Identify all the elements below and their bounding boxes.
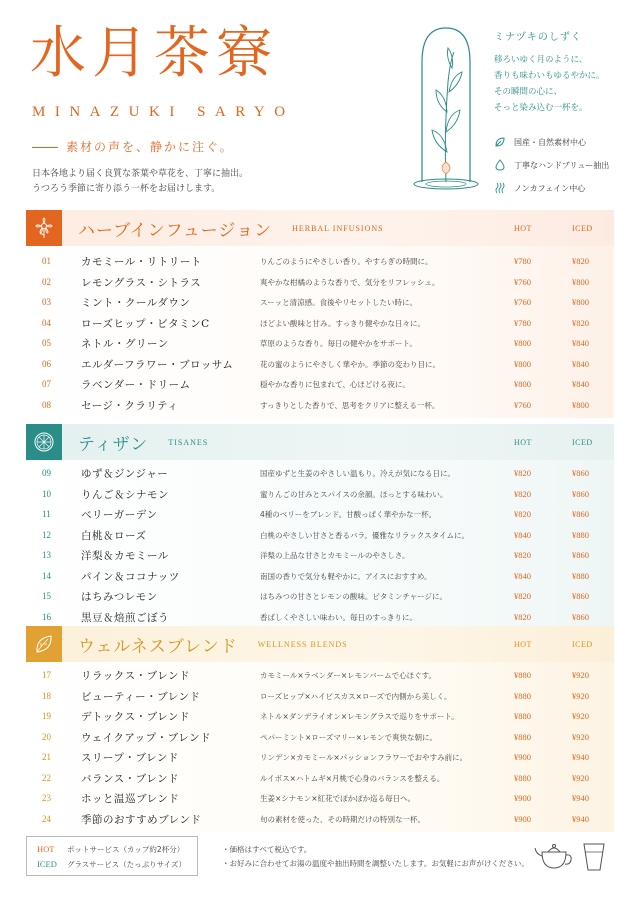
menu-item [26, 313, 614, 334]
feature-natural [494, 136, 586, 148]
item-name: スリープ・ブレンド [81, 752, 179, 764]
item-price-iced: ¥920 [572, 731, 589, 742]
item-number: 19 [42, 711, 51, 721]
menu-item [26, 374, 614, 395]
item-description: ローズヒップ×ハイビスカス×ローズで内側から美しく。 [260, 691, 452, 701]
item-description: すっきりとした香りで、思考をクリアに整える一杯。 [260, 400, 440, 410]
menu-item [26, 395, 614, 416]
item-price-iced: ¥940 [572, 793, 589, 803]
footer-icons [534, 838, 614, 874]
item-number: 01 [42, 256, 51, 266]
steam-icon [494, 182, 506, 194]
item-name: ネトル・グリーン [81, 338, 169, 350]
item-name: りんご＆シナモン [81, 488, 169, 501]
feature-handbrew [494, 159, 609, 171]
item-number: 02 [42, 276, 51, 287]
item-number: 18 [42, 690, 51, 701]
section-tisanes [26, 424, 614, 630]
intro-line: 日本各地より届く良質な茶葉や草花を、丁寧に抽出。 [32, 169, 249, 179]
section-icon-box [26, 626, 62, 662]
menu-item [26, 484, 614, 505]
item-price-hot: ¥820 [514, 509, 531, 519]
item-price-hot: ¥840 [514, 529, 531, 540]
item-number: 04 [42, 317, 51, 328]
item-price-hot: ¥820 [514, 488, 531, 499]
item-description: りんごのようにやさしい香り。やすらぎの時間に。 [260, 257, 433, 266]
item-name: 黒豆＆焙煎ごぼう [81, 611, 169, 624]
column-header-hot: HOT [514, 437, 532, 447]
item-description: 香ばしくやさしい味わい。毎日のすっきりに。 [260, 612, 418, 622]
note-line: ・価格はすべて税込です。 [222, 845, 312, 854]
item-description: ほどよい酸味と甘み。すっきり健やかな日々に。 [260, 318, 425, 328]
service-legend [26, 836, 198, 876]
intro-line: うつろう季節に寄り添う一杯をお届けします。 [32, 184, 221, 194]
item-price-hot: ¥880 [514, 670, 531, 680]
item-name: ビューティー・ブレンド [81, 690, 201, 703]
section-title: ウェルネスブレンド [78, 636, 238, 657]
menu-item [26, 706, 614, 727]
item-price-iced: ¥840 [572, 379, 589, 389]
item-price-iced: ¥800 [572, 276, 589, 287]
menu-item [26, 788, 614, 809]
poem-title: ミナヅキのしずく [494, 32, 582, 43]
item-number: 08 [42, 399, 51, 410]
item-name: 季節のおすすめブレンド [81, 813, 202, 826]
section-en-title: TISANES [168, 437, 209, 447]
item-price-hot: ¥760 [514, 297, 531, 307]
item-description: 穏やかな香りに包まれて、心ほどける夜に。 [260, 380, 410, 389]
menu-item [26, 272, 614, 293]
item-name: はちみつレモン [81, 591, 158, 603]
item-price-iced: ¥840 [572, 358, 589, 369]
item-name: デトックス・ブレンド [81, 711, 190, 723]
menu-item [26, 354, 614, 375]
item-description: ネトル×ダンデライオン×レモングラスで巡りをサポート。 [260, 712, 459, 721]
item-price-iced: ¥920 [572, 772, 589, 783]
menu-item [26, 525, 614, 546]
item-name: ウェイクアップ・ブレンド [81, 731, 211, 744]
item-number: 12 [42, 529, 51, 540]
item-description: はちみつの甘さとレモンの酸味。ビタミンチャージに。 [260, 592, 447, 601]
item-description: 生姜×シナモン×紅花でぽかぽか巡る毎日へ。 [260, 794, 416, 803]
poem-line: その瞬間の心に、 [494, 87, 563, 97]
menu-item-list [26, 460, 614, 630]
poem-text [494, 52, 605, 116]
item-name: ローズヒップ・ビタミンC [81, 317, 210, 330]
item-price-iced: ¥820 [572, 317, 589, 328]
column-header-hot: HOT [514, 639, 532, 649]
item-price-iced: ¥860 [572, 468, 589, 478]
menu-item [26, 809, 614, 830]
feature-label: ノンカフェイン中心 [514, 183, 586, 193]
menu-item [26, 586, 614, 607]
teapot-icon [535, 845, 571, 869]
section-herbal-infusions [26, 210, 614, 418]
item-name: 白桃＆ローズ [81, 529, 147, 542]
water-drop-icon [494, 159, 506, 171]
legend-key: HOT [37, 844, 55, 854]
item-description: 花の蜜のようにやさしく華やか。季節の変わり目に。 [260, 359, 440, 369]
poem-line: そっと染み込む一杯を。 [494, 103, 588, 113]
legend-key: ICED [37, 859, 57, 869]
section-icon-box [26, 210, 62, 246]
item-number: 17 [42, 670, 51, 680]
item-number: 05 [42, 338, 51, 348]
item-price-iced: ¥860 [572, 591, 589, 601]
feature-label: 丁寧なハンドブリュー抽出 [514, 160, 610, 170]
legend-row-hot [37, 842, 187, 857]
section-header [26, 210, 614, 246]
tagline [32, 138, 234, 155]
item-description: 4種のベリーをブレンド。甘酸っぱく華やかな一杯。 [260, 510, 437, 519]
item-description: 爽やかな柑橘のような香りで、気分をリフレッシュ。 [260, 277, 440, 287]
item-name: パイン＆ココナッツ [81, 570, 180, 583]
glass-icon [584, 844, 604, 870]
column-header-iced: ICED [572, 639, 593, 649]
item-price-iced: ¥860 [572, 550, 589, 560]
item-description: 草原のような香り。毎日の健やかをサポート。 [260, 339, 417, 348]
section-header [26, 424, 614, 460]
item-name: セージ・クラリティ [81, 399, 179, 412]
menu-item [26, 251, 614, 272]
item-price-hot: ¥780 [514, 256, 531, 266]
item-price-hot: ¥800 [514, 338, 531, 348]
item-description: 洋梨の上品な甘さとカモミールのやさしさ。 [260, 551, 410, 560]
item-description: 南国の香りで気分も軽やかに。アイスにおすすめ。 [260, 571, 432, 581]
item-price-hot: ¥800 [514, 358, 531, 369]
item-number: 24 [42, 813, 51, 824]
item-price-iced: ¥880 [572, 529, 589, 540]
section-header [26, 626, 614, 662]
menu-item [26, 545, 614, 566]
column-header-iced: ICED [572, 437, 593, 447]
footer-notes [222, 843, 529, 871]
item-price-iced: ¥860 [572, 509, 589, 519]
item-name: リラックス・ブレンド [81, 670, 191, 682]
item-description: 旬の素材を使った、その時期だけの特別な一杯。 [260, 814, 425, 824]
item-price-hot: ¥820 [514, 468, 531, 478]
note-line: ・お好みに合わせてお湯の温度や抽出時間を調整いたします。お気軽にお声がけください。 [222, 859, 529, 868]
item-name: 洋梨＆カモミール [81, 550, 169, 562]
menu-item [26, 686, 614, 707]
item-description: リンデン×カモミール×パッションフラワーでおやすみ前に。 [260, 753, 468, 762]
item-price-hot: ¥820 [514, 611, 531, 622]
item-price-hot: ¥840 [514, 570, 531, 581]
item-number: 15 [42, 591, 51, 601]
section-en-title: WELLNESS BLENDS [257, 639, 348, 649]
menu-item-list [26, 662, 614, 832]
poem-line: 香りも味わいもゆるやかに。 [494, 71, 605, 81]
item-price-hot: ¥900 [514, 813, 531, 824]
item-price-hot: ¥900 [514, 793, 531, 803]
item-number: 14 [42, 570, 51, 581]
item-number: 10 [42, 488, 51, 499]
item-number: 06 [42, 358, 51, 369]
item-number: 23 [42, 793, 51, 803]
menu-item [26, 292, 614, 313]
item-price-iced: ¥820 [572, 256, 589, 266]
item-description: ルイボス×ハトムギ×月桃で心身のバランスを整える。 [260, 773, 445, 783]
item-number: 07 [42, 379, 51, 389]
item-price-hot: ¥880 [514, 690, 531, 701]
item-price-hot: ¥820 [514, 591, 531, 601]
section-icon-box [26, 424, 62, 460]
item-number: 16 [42, 611, 51, 622]
menu-item [26, 747, 614, 768]
item-number: 20 [42, 731, 51, 742]
column-header-hot: HOT [514, 223, 532, 233]
item-price-iced: ¥920 [572, 711, 589, 721]
item-description: カモミール×ラベンダー×レモンバームで心ほぐす。 [260, 671, 436, 680]
item-description: ペパーミント×ローズマリー×レモンで爽快な朝に。 [260, 732, 438, 742]
poem-line: 移ろいゆく月のように、 [494, 55, 588, 65]
item-number: 13 [42, 550, 51, 560]
menu-item [26, 665, 614, 686]
item-description: スーッと清涼感。食後やリセットしたい時に。 [260, 298, 418, 307]
menu-item [26, 333, 614, 354]
section-en-title: HERBAL INFUSIONS [292, 223, 384, 233]
menu-item [26, 727, 614, 748]
item-price-hot: ¥760 [514, 276, 531, 287]
legend-label: ポットサービス（カップ約2杯分） [67, 845, 185, 854]
item-price-iced: ¥800 [572, 399, 589, 410]
item-price-iced: ¥940 [572, 752, 589, 762]
menu-item [26, 566, 614, 587]
item-description: 白桃のやさしい甘さと香るバラ。優雅なリラックスタイムに。 [260, 530, 470, 540]
page-title: 水月茶寮 [30, 21, 278, 86]
item-number: 21 [42, 752, 51, 762]
item-price-iced: ¥800 [572, 297, 589, 307]
brand-romaji: MINAZUKI SARYO [32, 104, 295, 120]
item-price-hot: ¥820 [514, 550, 531, 560]
item-name: ゆず＆ジンジャー [81, 468, 169, 480]
feature-noncaffeine [494, 182, 585, 194]
section-wellness-blends [26, 626, 614, 832]
item-name: エルダーフラワー・ブロッサム [81, 358, 234, 371]
item-number: 22 [42, 772, 51, 783]
item-description: 国産ゆずと生姜のやさしい温もり。冷えが気になる日に。 [260, 469, 455, 478]
item-price-hot: ¥880 [514, 731, 531, 742]
item-name: カモミール・リトリート [81, 256, 202, 268]
menu-item [26, 768, 614, 789]
item-price-iced: ¥920 [572, 690, 589, 701]
legend-label: グラスサービス（たっぷりサイズ） [67, 860, 187, 869]
flower-icon [33, 217, 55, 239]
item-price-iced: ¥940 [572, 813, 589, 824]
item-price-iced: ¥860 [572, 611, 589, 622]
item-number: 11 [42, 509, 51, 519]
item-number: 09 [42, 468, 51, 478]
item-price-hot: ¥760 [514, 399, 531, 410]
leaf-icon [33, 633, 55, 655]
feature-label: 国産・自然素材中心 [514, 137, 586, 147]
item-name: ミント・クールダウン [81, 297, 191, 309]
column-header-iced: ICED [572, 223, 593, 233]
menu-item-list [26, 246, 614, 418]
item-price-hot: ¥900 [514, 752, 531, 762]
item-name: レモングラス・シトラス [81, 276, 202, 289]
item-price-hot: ¥780 [514, 317, 531, 328]
item-name: ホッと温巡ブレンド [81, 793, 180, 805]
item-number: 03 [42, 297, 51, 307]
tagline-text: 素材の声を、静かに注ぐ。 [66, 140, 234, 154]
item-price-iced: ¥920 [572, 670, 589, 680]
menu-item [26, 463, 614, 484]
item-price-hot: ¥800 [514, 379, 531, 389]
item-price-hot: ¥880 [514, 711, 531, 721]
glass-dome-plant-icon [406, 22, 486, 194]
item-name: バランス・ブレンド [81, 772, 180, 785]
item-price-iced: ¥860 [572, 488, 589, 499]
item-description: 蜜りんごの甘みとスパイスの余韻。ほっとする味わい。 [260, 489, 448, 499]
intro-text [32, 167, 248, 197]
leaf-icon [494, 136, 506, 148]
item-name: ラベンダー・ドリーム [81, 379, 191, 391]
menu-item [26, 607, 614, 628]
item-price-iced: ¥880 [572, 570, 589, 581]
tagline-dash [32, 147, 58, 148]
citrus-icon [33, 431, 55, 453]
item-price-hot: ¥880 [514, 772, 531, 783]
section-title: ティザン [78, 434, 149, 455]
menu-item [26, 504, 614, 525]
legend-row-iced [37, 857, 187, 872]
section-title: ハーブインフュージョン [78, 220, 273, 241]
item-price-iced: ¥840 [572, 338, 589, 348]
item-name: ベリーガーデン [81, 509, 158, 521]
